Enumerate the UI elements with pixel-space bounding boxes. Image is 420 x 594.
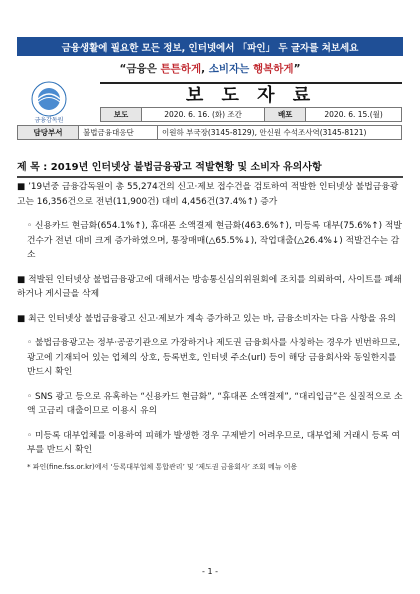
dept-value: 불법금융대응단 [79, 126, 158, 140]
page-title: 보 도 자 료 [100, 82, 402, 108]
paragraph-3-sub-1: ◦ 불법금융광고는 정부·공공기관으로 가장하거나 제도권 금융회사를 사칭하는 경우가 빈번하므로, 광고에 기재되어 있는 업체의 상호, 등록번호, 인터넷 주소(url) 등이 해당 금융회사와 동일한지를 반드시 확인 [27, 338, 401, 377]
paragraph-3-sub-2: ◦ SNS 광고 등으로 유혹하는 “신용카드 현금화”, “휴대폰 소액결제”, “대리입금”은 실질적으로 소액 고금리 대출이므로 이용시 유의 [27, 391, 403, 416]
body-content [17, 180, 403, 474]
press-date: 2020. 6. 16. (화) 조간 [142, 108, 265, 122]
press-label: 보도 [101, 108, 142, 122]
dist-label: 배포 [265, 108, 306, 122]
dist-date: 2020. 6. 15.(월) [306, 108, 402, 122]
slogan-part: , [201, 63, 209, 75]
slogan-part: ” [293, 63, 301, 75]
paragraph-2: ■ 적발된 인터넷상 불법금융광고에 대해서는 방송통신심의위원회에 조치를 의뢰하여, 사이트를 폐쇄하거나 게시글을 삭제 [17, 274, 402, 299]
contact-table [17, 125, 402, 140]
slogan [0, 61, 420, 76]
paragraph-3-sub-3: ◦ 미등록 대부업체를 이용하여 피해가 발생한 경우 구제받기 어려우므로, 대부업체 거래시 등록 여부를 반드시 확인 [27, 430, 400, 455]
fss-logo [24, 79, 74, 125]
logo-text: 금융감독원 [34, 117, 64, 124]
dept-label: 담당부서 [18, 126, 79, 140]
subject-line: 제 목 : 2019년 인터넷상 불법금융광고 적발현황 및 소비자 유의사항 [17, 158, 403, 178]
paragraph-1-sub: ◦ 신용카드 현금화(654.1%↑), 휴대폰 소액결제 현금화(463.6%↑), 미등록 대부(75.6%↑) 적발건수가 전년 대비 크게 증가하였으며, 통장매매(△65.5%↓), 작업대출(△26.4%↓) 적발건수는 감소 [27, 221, 402, 260]
slogan-part: 행복하게 [252, 63, 294, 75]
release-table [100, 107, 402, 122]
slogan-part: 소비자는 [208, 63, 253, 75]
banner-text: 금융생활에 필요한 모든 정보, 인터넷에서 「파인」 두 글자를 쳐보세요 [61, 42, 359, 54]
footnote: * 파인(fine.fss.or.kr)에서 ‘등록대부업체 통합관리’ 및 ‘제도권 금융회사’ 조회 메뉴 이용 [27, 462, 298, 471]
slogan-part: “금융은 [119, 63, 161, 75]
top-banner [17, 37, 403, 56]
contacts-value: 이원하 부국장(3145-8129), 안신원 수석조사역(3145-8121) [158, 126, 402, 140]
page-number: - 1 - [202, 567, 218, 576]
paragraph-1: ■ ’19년중 금융감독원이 총 55,274건의 신고·제보 접수건을 검토하여 적발한 인터넷상 불법금융광고는 16,356건으로 전년(11,900건) 대비 4,456건(37.4%↑) 증가 [17, 182, 399, 207]
paragraph-3: ■ 최근 인터넷상 불법금융광고 신고·제보가 계속 증가하고 있는 바, 금융소비자는 다음 사항을 유의 [17, 313, 396, 324]
slogan-part: 튼튼하게 [160, 63, 202, 75]
